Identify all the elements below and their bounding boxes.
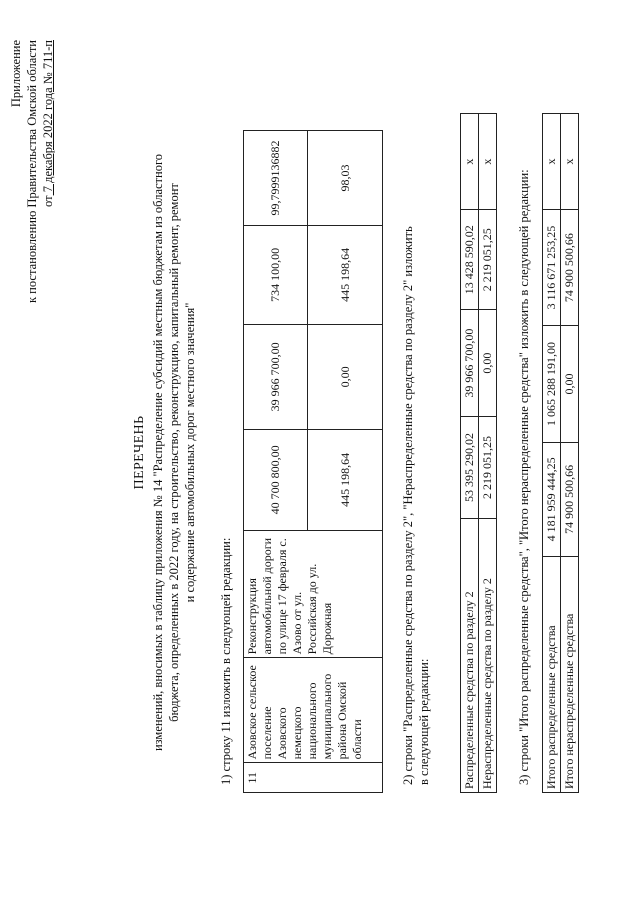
amount-cell: 1 065 288 191,00 [543, 326, 561, 442]
appendix-header [8, 40, 56, 303]
amount-cell: 39 966 700,00 [244, 324, 308, 429]
item-3-text: 3) строки "Итого распределенные средства", "Итого нераспределенные средства" изложить в следующей редакции: [517, 169, 531, 785]
mark-cell: x [543, 114, 561, 210]
amount-cell: 13 428 590,02 [461, 210, 479, 310]
table-row [543, 114, 561, 793]
amount-cell: 4 181 959 444,25 [543, 442, 561, 556]
amount-cell: 74 900 500,66 [561, 209, 579, 325]
amount-cell: 40 700 800,00 [244, 429, 308, 530]
totals-table [542, 113, 579, 793]
amount-cell: 445 198,64 [308, 225, 383, 324]
item-2-line: 2) строки "Распределенные средства по разделу 2", "Нераспределенные средства по разделу 2" изложить [401, 226, 415, 785]
table-row [461, 114, 479, 793]
subtitle-line: изменений, вносимых в таблицу приложения № 14 "Распределение субсидий местным бюджетам из областного [151, 153, 165, 752]
document-title: ПЕРЕЧЕНЬ [132, 415, 147, 490]
appendix-resolution: к постановлению Правительства Омской области [25, 40, 39, 304]
amount-cell: 2 219 051,25 [479, 416, 497, 518]
row-label: Нераспределенные средства по разделу 2 [479, 519, 497, 793]
percent-cell: 99,7999136882 [244, 131, 308, 226]
item-2-text [400, 95, 432, 785]
amount-cell: 0,00 [479, 310, 497, 416]
row-number: 11 [244, 763, 383, 793]
item-2-line: в следующей редакции: [417, 658, 431, 785]
amount-cell: 734 100,00 [244, 225, 308, 324]
mark-cell: x [561, 114, 579, 210]
appendix-date [40, 40, 56, 303]
appendix-date-prefix: от [41, 195, 55, 207]
table-row [561, 114, 579, 793]
amount-cell: 39 966 700,00 [461, 310, 479, 416]
table-row [479, 114, 497, 793]
table-row [244, 131, 308, 793]
amount-cell: 3 116 671 253,25 [543, 209, 561, 325]
appendix-date-text: 7 декабря 2022 года № 711-п [41, 40, 55, 196]
mark-cell: x [461, 114, 479, 210]
amount-cell: 0,00 [308, 324, 383, 429]
percent-cell: 98,03 [308, 131, 383, 226]
section-2-table [460, 113, 497, 793]
mark-cell: x [479, 114, 497, 210]
document-subtitle [150, 0, 198, 905]
appendix-label: Приложение [9, 40, 23, 108]
amount-cell: 74 900 500,66 [561, 442, 579, 556]
amount-cell: 2 219 051,25 [479, 210, 497, 310]
amount-cell: 53 395 290,02 [461, 416, 479, 518]
subtitle-line: и содержание автомобильных дорог местного значения" [183, 302, 197, 603]
object-cell: Реконструкция автомобильной дороги по улице 17 февраля с. Азово от ул. Российская до ул. Дорожная [244, 530, 383, 658]
row-label: Распределенные средства по разделу 2 [461, 519, 479, 793]
row-11-table [243, 130, 383, 793]
amount-cell: 445 198,64 [308, 429, 383, 530]
amount-cell: 0,00 [561, 326, 579, 442]
item-1-text: 1) строку 11 изложить в следующей редакции: [219, 537, 233, 785]
subtitle-line: бюджета, определенных в 2022 году, на строительство, реконструкцию, капитальный ремонт, ремонт [167, 183, 181, 722]
row-label: Итого нераспределенные средства [561, 557, 579, 793]
row-label: Итого распределенные средства [543, 557, 561, 793]
recipient-cell: Азовское сельское поселение Азовского немецкого национального муниципального района Омской области [244, 658, 383, 763]
